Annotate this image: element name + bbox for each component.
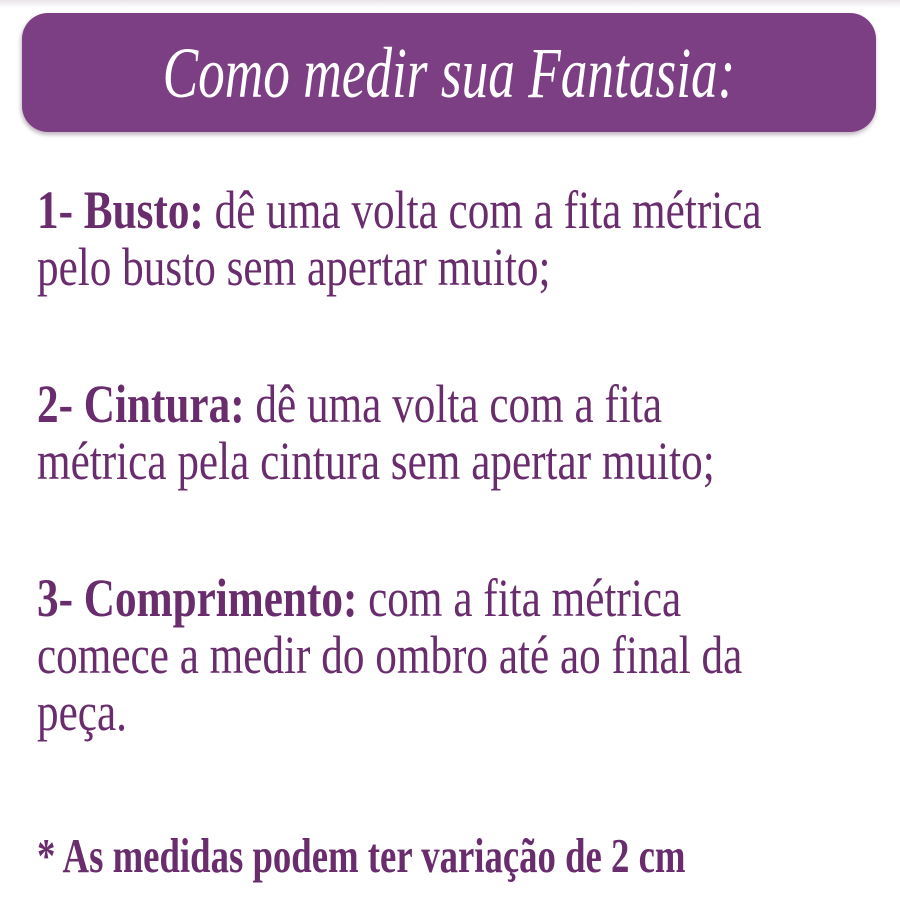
item-text: peça.	[37, 682, 127, 742]
page-title: Como medir sua Fantasia:	[162, 32, 736, 113]
item-text: dê uma volta com a fita métrica	[214, 180, 762, 240]
item-label-comprimento: 3- Comprimento:	[37, 568, 358, 628]
measure-item-busto	[37, 182, 900, 296]
measure-item-comprimento	[37, 570, 900, 741]
variation-footnote	[37, 830, 900, 882]
measure-item-cintura	[37, 376, 900, 490]
item-line	[37, 570, 727, 627]
item-text: dê uma volta com a fita	[255, 374, 663, 434]
item-label-busto: 1- Busto:	[37, 180, 204, 240]
item-text: métrica pela cintura sem apertar muito;	[37, 431, 715, 491]
measuring-instructions	[0, 132, 900, 882]
top-edge-shadow	[0, 0, 900, 8]
item-text: pelo busto sem apertar muito;	[37, 237, 551, 297]
footnote-text: * As medidas podem ter variação de 2 cm	[37, 828, 686, 883]
header-bar	[22, 13, 876, 132]
item-line	[37, 376, 727, 433]
item-line	[37, 180, 762, 240]
item-label-cintura: 2- Cintura:	[37, 374, 245, 434]
item-text: comece a medir do ombro até ao final da	[37, 625, 743, 685]
item-text: com a fita métrica	[368, 568, 682, 628]
